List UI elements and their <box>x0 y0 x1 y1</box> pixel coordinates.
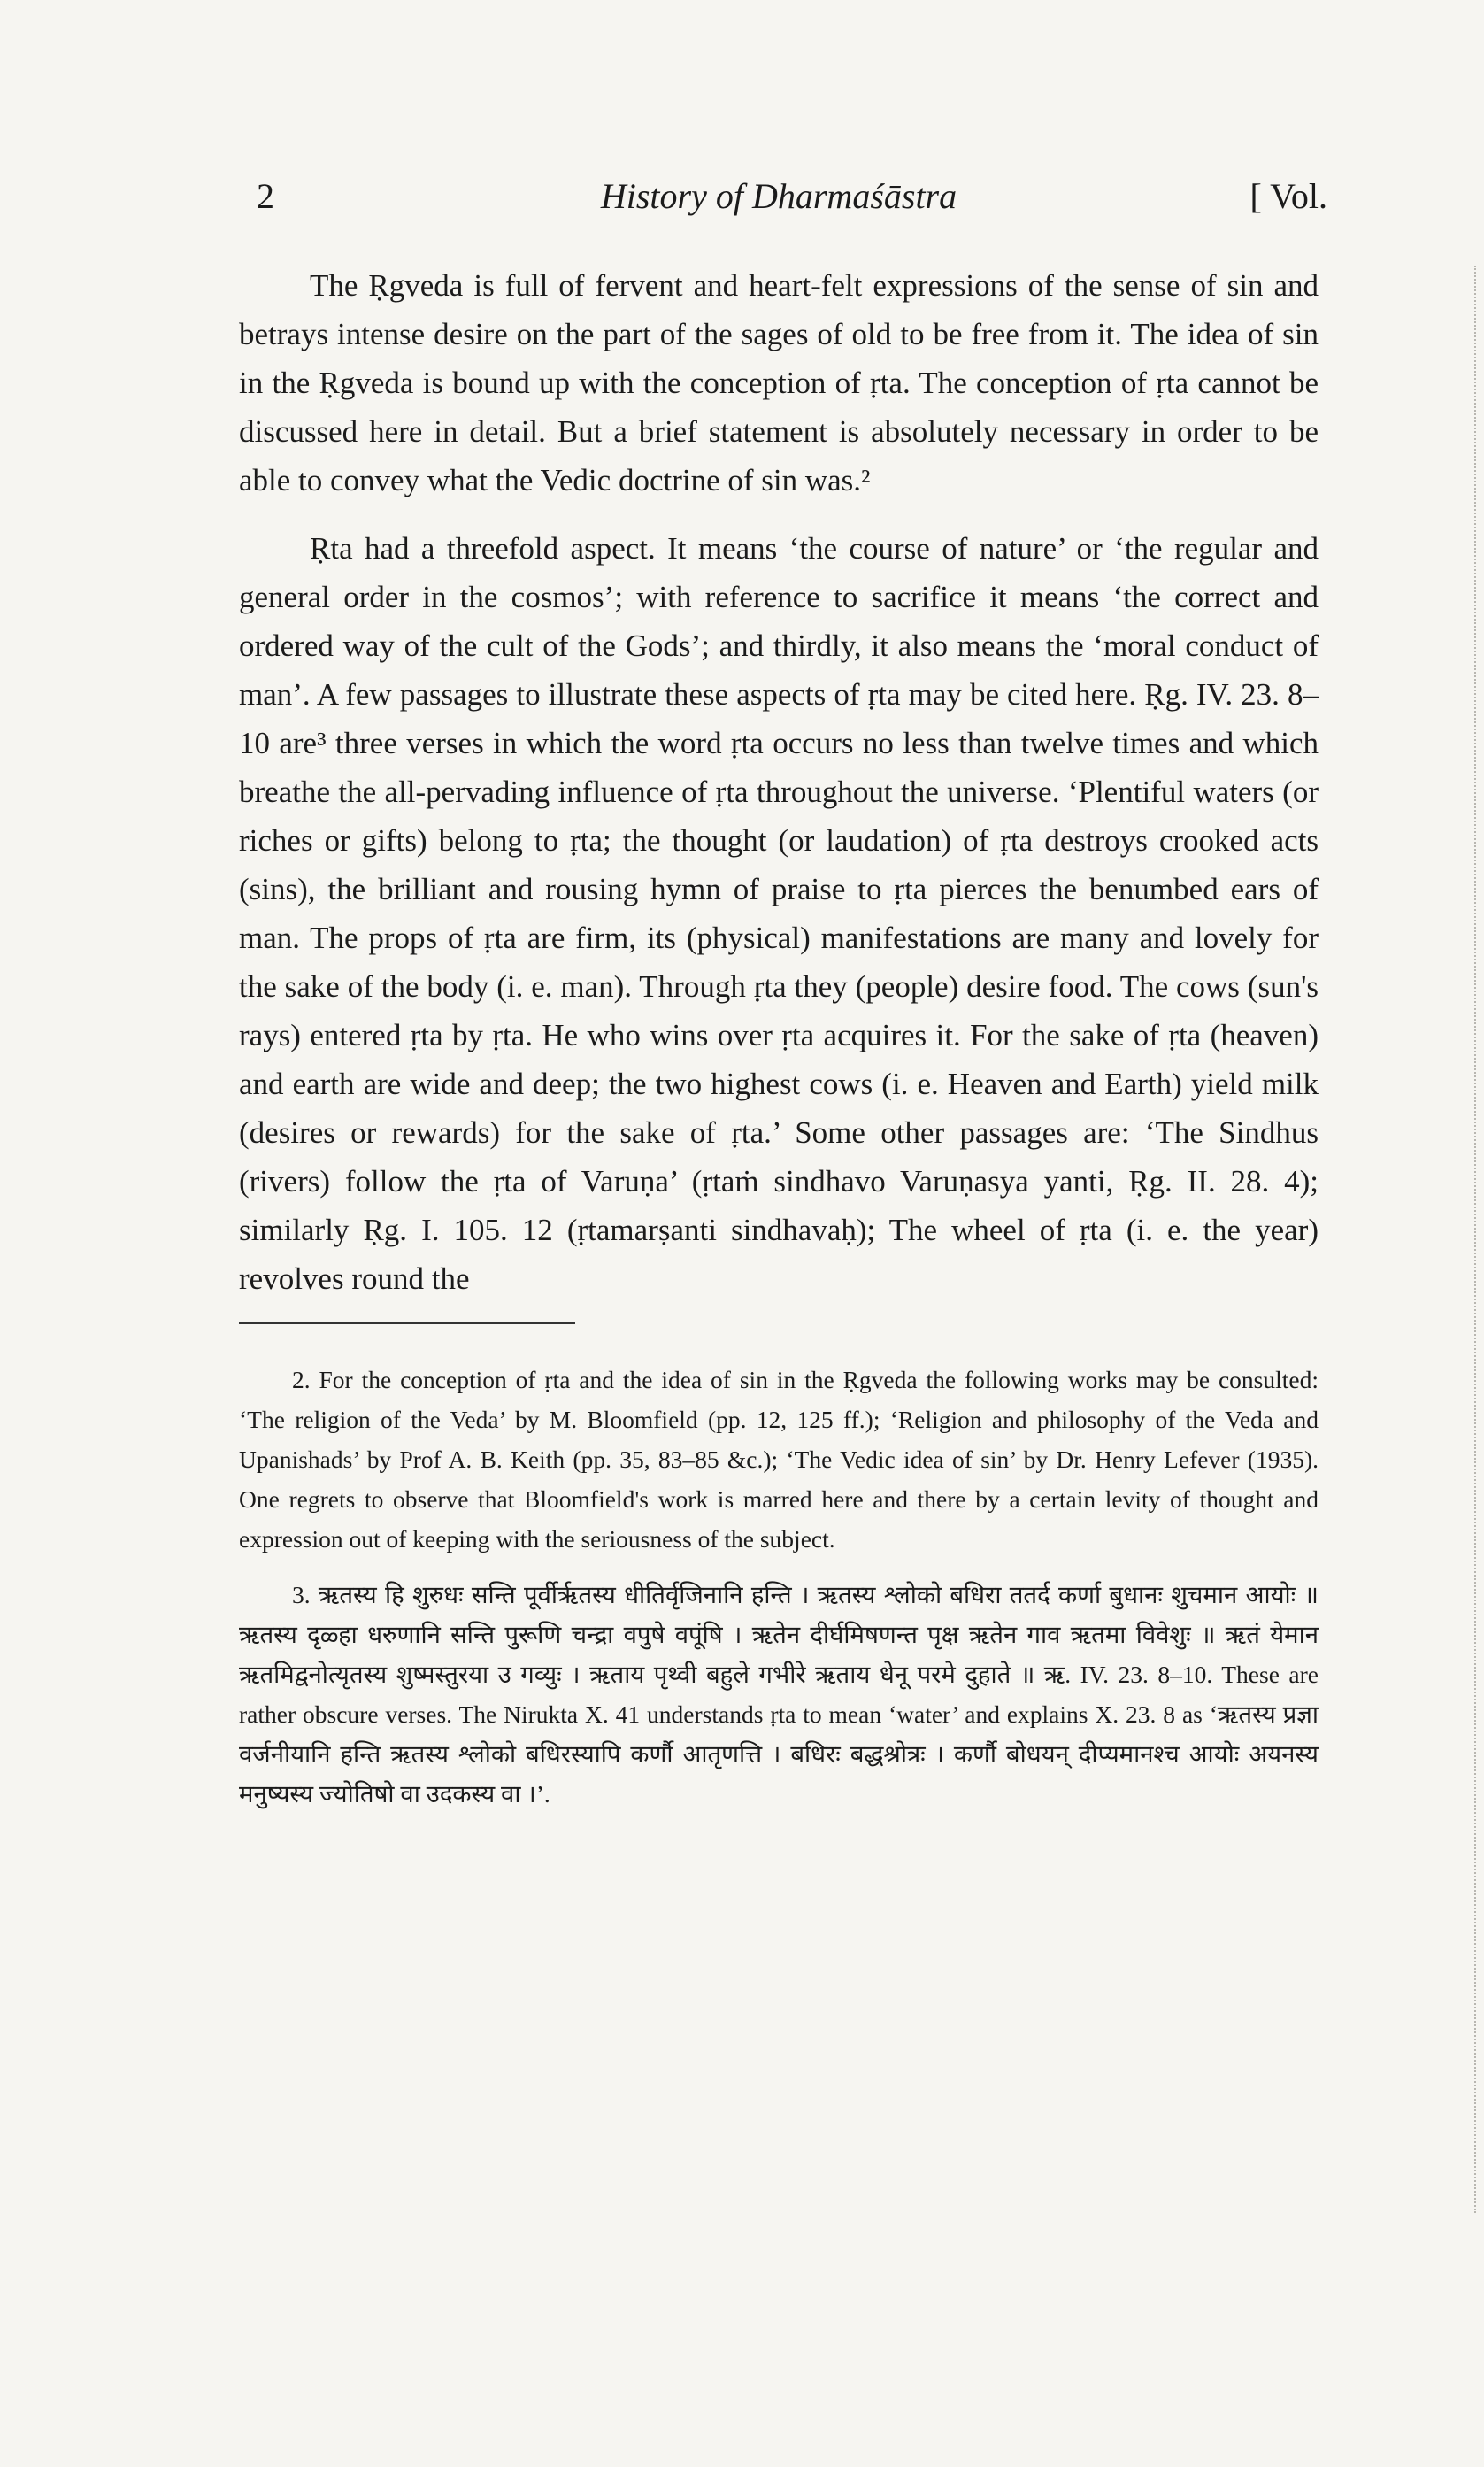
footnote: 2. For the conception of ṛta and the idea of sin in the Ṛgveda the following works may be consulted: ‘The religion of the Veda’ by M. Bloomfield (pp. 12, 125 ff.); ‘Religion and philosophy of the Veda and Upanishads’ by Prof A. B. Keith (pp. 35, 83–85 &c.); ‘The Vedic idea of sin’ by Dr. Henry Lefever (1935). One regrets to observe that Bloomfield's work is marred here and there by a certain levity of thought and expression out of keeping with the seriousness of the subject. <box>239 1366 1319 1553</box>
paragraph: Ṛta had a threefold aspect. It means ‘the course of nature’ or ‘the regular and general order in the cosmos’; with reference to sacrifice it means ‘the correct and ordered way of the cult of the Gods’; and thirdly, it also means the ‘moral conduct of man’. A few passages to illustrate these aspects of ṛta may be cited here. Ṛg. IV. 23. 8–10 are³ three verses in which the word ṛta occurs no less than twelve times and which breathe the all-pervading influence of ṛta throughout the universe. ‘Plentiful waters (or riches or gifts) belong to ṛta; the thought (or laudation) of ṛta destroys crooked acts (sins), the brilliant and rousing hymn of praise to ṛta pierces the benumbed ears of man. The props of ṛta are firm, its (physical) manifestations are many and lovely for the sake of the body (i. e. man). Through ṛta they (people) desire food. The cows (sun's rays) entered ṛta by ṛta. He who wins over ṛta acquires it. For the sake of ṛta (heaven) and earth are wide and deep; the two highest cows (i. e. Heaven and Earth) yield milk (desires or rewards) for the sake of ṛta.’ Some other passages are: ‘The Sindhus (rivers) follow the ṛta of Varuṇa’ (ṛtaṁ sindhavo Varuṇasya yanti, Ṛg. II. 28. 4); similarly Ṛg. I. 105. 12 (ṛtamarṣanti sindhavaḥ); The wheel of ṛta (i. e. the year) revolves round the <box>239 531 1319 1296</box>
main-text <box>239 261 1319 1303</box>
paragraph: The Ṛgveda is full of fervent and heart-felt expressions of the sense of sin and betrays intense desire on the part of the sages of old to be free from it. The idea of sin in the Ṛgveda is bound up with the conception of ṛta. The conception of ṛta cannot be discussed here in detail. But a brief statement is absolutely necessary in order to be able to convey what the Vedic doctrine of sin was.² <box>239 268 1319 497</box>
page-header <box>239 159 1327 221</box>
footnote: 3. ऋतस्य हि शुरुधः सन्ति पूर्वीर्ऋतस्य धीतिर्वृजिनानि हन्ति । ऋतस्य श्लोको बधिरा ततर्द कर्णा बुधानः शुचमान आयोः ॥ ऋतस्य दृळ्हा धरुणानि सन्ति पुरूणि चन्द्रा वपुषे वपूंषि । ऋतेन दीर्घमिषणन्त पृक्ष ऋतेन गाव ऋतमा विवेशुः ॥ ऋतं येमान ऋतमिद्वनोत्यृतस्य शुष्मस्तुरया उ गव्युः । ऋताय पृथ्वी बहुले गभीरे ऋताय धेनू परमे दुहाते ॥ ऋ. IV. 23. 8–10. These are rather obscure verses. The Nirukta X. 41 understands ṛta to mean ‘water’ and explains X. 23. 8 as ‘ऋतस्य प्रज्ञा वर्जनीयानि हन्ति ऋतस्य श्लोको बधिरस्यापि कर्णौ आतृणत्ति । बधिरः बद्धश्रोत्रः । कर्णौ बोधयन् दीप्यमानश्च आयोः अयनस्य मनुष्यस्य ज्योतिषो वा उदकस्य वा ।’. <box>239 1581 1319 1808</box>
binding-edge <box>1474 266 1479 2213</box>
footnotes <box>239 1360 1319 1814</box>
document-page <box>239 159 1327 1830</box>
page-number: 2 <box>257 176 274 216</box>
footnote-rule <box>239 1322 575 1324</box>
running-title: History of Dharmaśāstra <box>600 176 957 216</box>
volume-marker: [ Vol. <box>1249 176 1327 216</box>
